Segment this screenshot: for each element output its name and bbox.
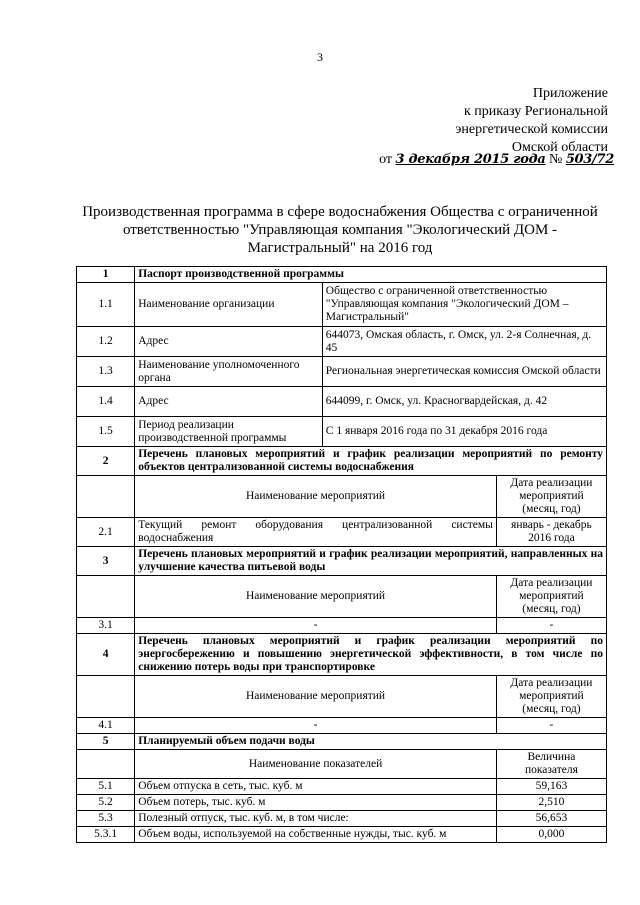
row-number: 1.3 (77, 357, 135, 387)
row-number: 5.1 (77, 779, 135, 795)
column-header-name: Наименование мероприятий (135, 676, 497, 718)
row-value: 2,510 (496, 795, 606, 811)
column-header-date: Дата реализации мероприятий (месяц, год) (496, 576, 606, 618)
row-number: 3.1 (77, 618, 135, 634)
handwritten-number: 503/72 (565, 152, 614, 167)
row-value: 644073, Омская область, г. Омск, ул. 2-я Солнечная, д. 45 (322, 327, 606, 357)
table-row (77, 387, 607, 417)
section-title: Перечень плановых мероприятий и график реализации мероприятий, направленных на улучшение качества питьевой воды (135, 547, 607, 576)
row-name: Объем отпуска в сеть, тыс. куб. м (135, 779, 497, 795)
appendix-line-1: Приложение (532, 86, 608, 101)
section-number: 5 (77, 734, 135, 750)
row-date: январь - декабрь 2016 года (496, 518, 606, 547)
row-number: 4.1 (77, 718, 135, 734)
column-header-date: Дата реализации мероприятий (месяц, год) (496, 476, 606, 518)
row-number: 5.3.1 (77, 827, 135, 843)
row-label: Наименование уполномоченного органа (135, 357, 323, 387)
column-header-value: Величина показателя (496, 750, 606, 779)
row-value: Общество с ограниченной ответственностью "Управляющая компания "Экологический ДОМ – Магистральный" (322, 283, 606, 327)
table-row (77, 811, 607, 827)
row-label: Период реализации производственной программы (135, 417, 323, 447)
row-name: Текущий ремонт оборудования централизованной системы водоснабжения (135, 518, 497, 547)
row-label: Адрес (135, 327, 323, 357)
table-row (77, 417, 607, 447)
row-label: Адрес (135, 387, 323, 417)
column-header-row (77, 676, 607, 718)
row-value: 56,653 (496, 811, 606, 827)
section-title: Перечень плановых мероприятий и график реализации мероприятий по ремонту объектов централизованной системы водоснабжения (135, 447, 607, 476)
table-row (77, 779, 607, 795)
row-number: 5.2 (77, 795, 135, 811)
section-5-header (77, 734, 607, 750)
row-label: Наименование организации (135, 283, 323, 327)
row-value: 0,000 (496, 827, 606, 843)
order-date-number (379, 152, 614, 168)
row-name: Полезный отпуск, тыс. куб. м, в том числе: (135, 811, 497, 827)
column-header-name: Наименование мероприятий (135, 476, 497, 518)
table-row (77, 827, 607, 843)
row-value: 644099, г. Омск, ул. Красногвардейская, д. 42 (322, 387, 606, 417)
row-value: 59,163 (496, 779, 606, 795)
section-3-header (77, 547, 607, 576)
table-row (77, 718, 607, 734)
document-title: Производственная программа в сфере водоснабжения Общества с ограниченной ответственностью "Управляющая компания "Экологический ДОМ - Магистральный" на 2016 год (82, 204, 598, 256)
table-row (77, 518, 607, 547)
appendix-line-2: к приказу Региональной (463, 104, 608, 119)
table-row (77, 357, 607, 387)
page-number: 3 (317, 50, 323, 64)
row-number: 1.1 (77, 283, 135, 327)
row-name: - (135, 618, 497, 634)
row-number: 1.4 (77, 387, 135, 417)
row-value: Региональная энергетическая комиссия Омской области (322, 357, 606, 387)
section-number: 4 (77, 634, 135, 676)
section-2-header (77, 447, 607, 476)
date-prefix: от (379, 152, 393, 167)
section-number: 1 (77, 267, 135, 283)
section-4-header (77, 634, 607, 676)
section-title: Паспорт производственной программы (135, 267, 607, 283)
number-prefix: № (548, 152, 563, 167)
row-date: - (496, 718, 606, 734)
handwritten-date: 3 декабря 2015 года (395, 152, 546, 167)
column-header-name: Наименование мероприятий (135, 576, 497, 618)
row-number: 5.3 (77, 811, 135, 827)
row-date: - (496, 618, 606, 634)
section-number: 2 (77, 447, 135, 476)
section-title: Планируемый объем подачи воды (135, 734, 607, 750)
table-row (77, 795, 607, 811)
row-value: С 1 января 2016 года по 31 декабря 2016 года (322, 417, 606, 447)
appendix-line-4: Омской области (511, 140, 608, 155)
section-number: 3 (77, 547, 135, 576)
production-program-table (76, 266, 607, 843)
column-header-date: Дата реализации мероприятий (месяц, год) (496, 676, 606, 718)
row-number: 1.2 (77, 327, 135, 357)
appendix-block (455, 85, 608, 157)
appendix-line-3: энергетической комиссии (455, 122, 608, 137)
row-name: - (135, 718, 497, 734)
row-number: 2.1 (77, 518, 135, 547)
column-header-row (77, 476, 607, 518)
row-name: Объем воды, используемой на собственные нужды, тыс. куб. м (135, 827, 497, 843)
column-header-row (77, 750, 607, 779)
row-name: Объем потерь, тыс. куб. м (135, 795, 497, 811)
section-1-header (77, 267, 607, 283)
table-row (77, 283, 607, 327)
column-header-row (77, 576, 607, 618)
table-row (77, 618, 607, 634)
section-title: Перечень плановых мероприятий и график реализации мероприятий по энергосбережению и повышению энергетической эффективности, в том числе по снижению потерь воды при транспортировке (135, 634, 607, 676)
row-number: 1.5 (77, 417, 135, 447)
column-header-name: Наименование показателей (135, 750, 497, 779)
table-row (77, 327, 607, 357)
